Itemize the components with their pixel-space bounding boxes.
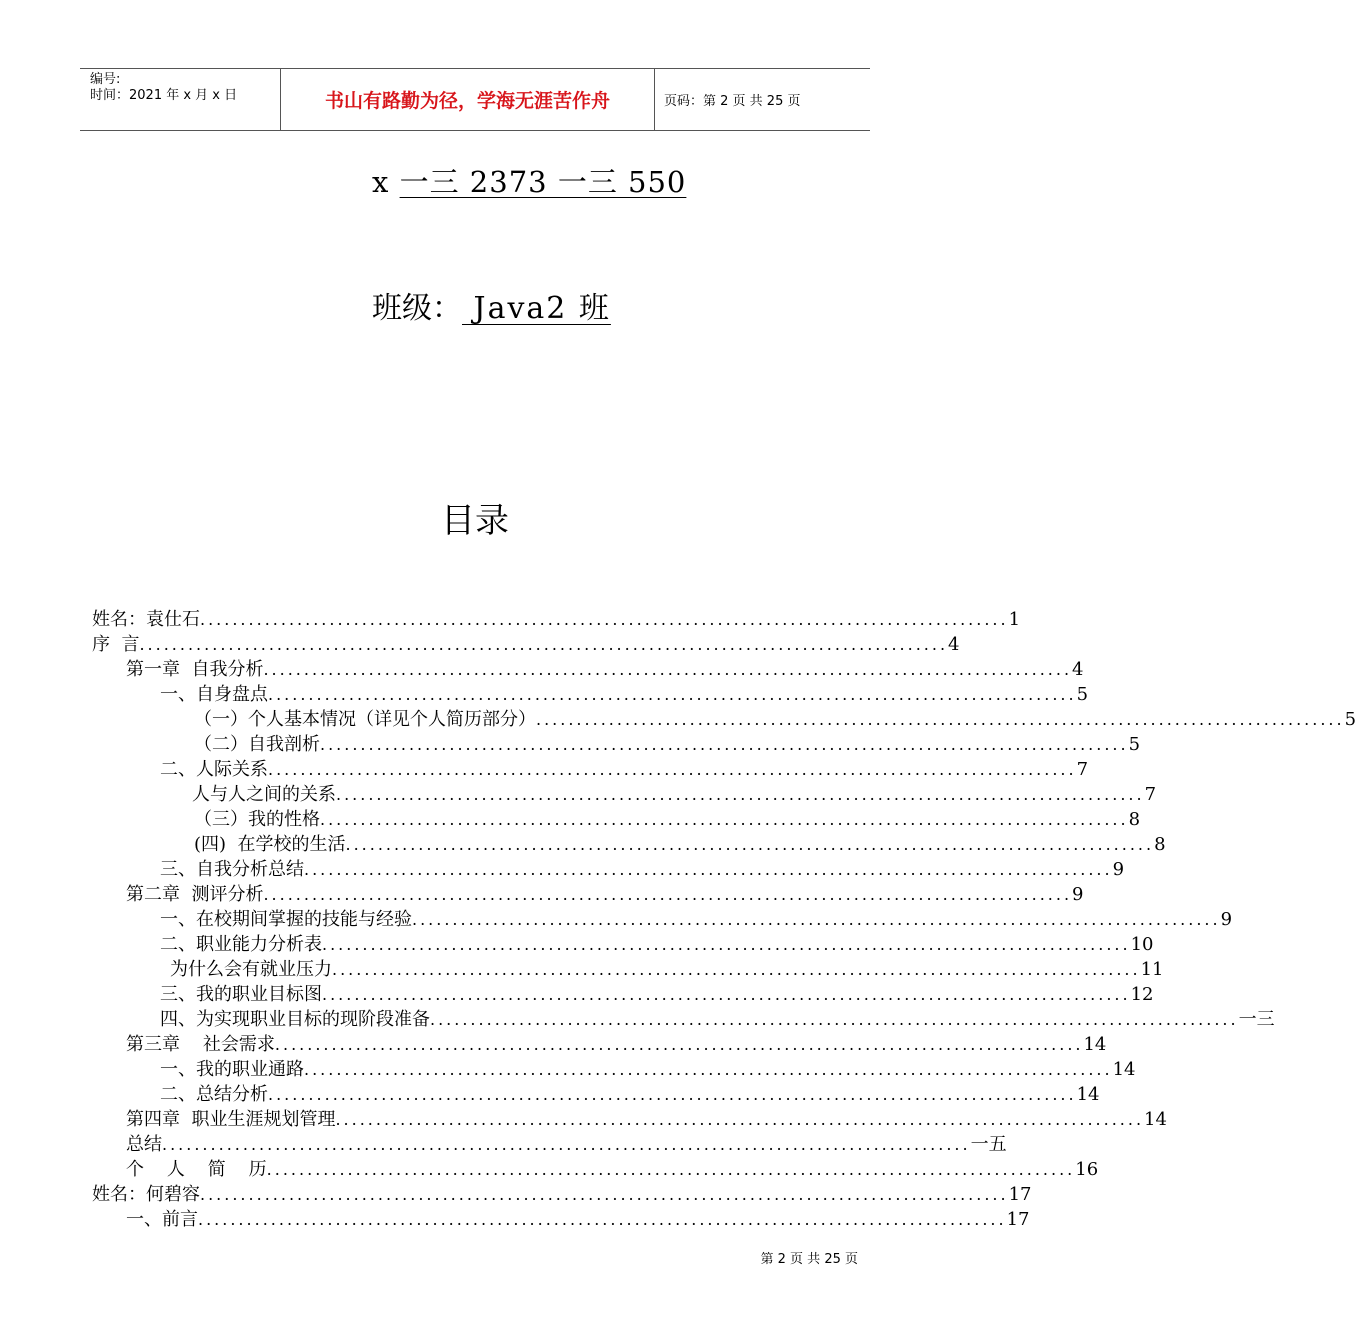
toc-entry-page: 8 (1154, 834, 1166, 855)
toc-leader: .................................................................................................... (263, 885, 1073, 904)
toc-entry-text: 二、职业能力分析表 (160, 934, 322, 955)
toc-entry[interactable] (170, 957, 1164, 982)
toc-entry[interactable] (194, 807, 1141, 832)
toc-entry-page: 10 (1130, 934, 1154, 955)
toc-entry-page: 7 (1144, 784, 1157, 805)
toc-entry[interactable] (160, 757, 1089, 782)
toc-entry-page: 14 (1144, 1109, 1167, 1130)
toc-entry[interactable] (126, 1157, 1099, 1182)
toc-entry-page: 5 (1076, 684, 1089, 705)
toc-leader: .................................................................................................... (335, 1110, 1145, 1129)
toc-entry-page: 16 (1075, 1159, 1099, 1180)
toc-entry[interactable] (160, 907, 1233, 932)
toc-leader: .................................................................................................... (139, 635, 949, 654)
toc-entry-page: 14 (1112, 1059, 1136, 1080)
toc-entry[interactable] (160, 932, 1154, 957)
toc-entry[interactable] (126, 1207, 1030, 1232)
toc-entry[interactable] (92, 1182, 1032, 1207)
toc-entry-text: 四、为实现职业目标的现阶段准备 (160, 1009, 430, 1030)
toc-leader: .................................................................................................... (198, 1210, 1007, 1229)
toc-entry-text: 三、自我分析总结 (160, 859, 304, 880)
toc-entry-text: 一、自身盘点 (160, 684, 268, 705)
toc-entry[interactable] (160, 1007, 1275, 1032)
toc-entry-text: 序 言 (92, 634, 140, 655)
toc-entry-text: 三、我的职业目标图 (160, 984, 322, 1005)
student-id-prefix: x (372, 165, 390, 199)
toc-entry-text: （二）自我剖析 (194, 734, 320, 755)
toc-entry[interactable] (194, 707, 1356, 732)
toc-leader: .................................................................................................... (322, 985, 1131, 1004)
toc-entry[interactable] (126, 1132, 1007, 1157)
page-footer: 第 2 页 共 25 页 (760, 1252, 858, 1267)
toc-entry[interactable] (126, 657, 1084, 682)
class-label: 班级： (372, 291, 462, 326)
toc-entry[interactable] (160, 1057, 1136, 1082)
toc-entry[interactable] (92, 607, 1021, 632)
toc-entry-text: 个 人 简 历 (126, 1159, 267, 1180)
toc-entry-page: 7 (1076, 759, 1089, 780)
toc-leader: .................................................................................................... (322, 935, 1131, 954)
toc-entry[interactable] (194, 732, 1141, 757)
toc-leader: .................................................................................................... (336, 785, 1145, 804)
student-id-value: 一三 2373 一三 550 (399, 165, 687, 199)
student-id-line (372, 160, 686, 201)
toc-entry-text: 第二章 测评分析 (126, 884, 264, 905)
toc-entry-page: 4 (1072, 659, 1084, 680)
toc-entry-page: 一五 (970, 1134, 1007, 1155)
toc-entry-text: 姓名：何碧容 (92, 1184, 200, 1205)
toc-entry[interactable] (92, 632, 960, 657)
toc-entry-page: 5 (1344, 709, 1356, 730)
toc-entry-text: 二、总结分析 (160, 1084, 268, 1105)
toc-entry-text: 一、在校期间掌握的技能与经验 (160, 909, 412, 930)
toc-leader: .................................................................................................... (274, 1035, 1084, 1054)
toc-entry-text: （一）个人基本情况（详见个人简历部分） (194, 709, 536, 730)
toc-entry-text: 为什么会有就业压力 (170, 959, 332, 980)
toc-leader: .................................................................................................... (430, 1010, 1239, 1029)
toc-leader: .................................................................................................... (266, 1160, 1076, 1179)
header-meta (80, 69, 281, 130)
toc-entry[interactable] (160, 1082, 1100, 1107)
toc-entry-page: 9 (1220, 909, 1233, 930)
toc-entry-text: 一、我的职业通路 (160, 1059, 304, 1080)
toc-leader: .................................................................................................... (162, 1135, 971, 1154)
toc-entry[interactable] (192, 782, 1157, 807)
toc-leader: .................................................................................................... (268, 1085, 1077, 1104)
toc-entry-text: 总结 (126, 1134, 162, 1155)
toc-entry-text: 二、人际关系 (160, 759, 268, 780)
toc-leader: .................................................................................................... (412, 910, 1221, 929)
toc-entry-text: 第三章 社会需求 (126, 1034, 275, 1055)
toc-entry-page: 1 (1008, 609, 1021, 630)
toc-leader: .................................................................................................... (304, 860, 1113, 879)
toc-entry[interactable] (194, 832, 1166, 857)
header-motto: 书山有路勤为径，学海无涯苦作舟 (281, 69, 655, 130)
toc-entry[interactable] (160, 682, 1089, 707)
toc-leader: .................................................................................................... (263, 660, 1073, 679)
toc-entry-page: 17 (1006, 1209, 1030, 1230)
toc-entry[interactable] (160, 982, 1154, 1007)
header-page-info: 页码：第 2 页 共 25 页 (664, 94, 801, 109)
toc-leader: .................................................................................................... (268, 685, 1077, 704)
toc-entry-page: 12 (1130, 984, 1154, 1005)
date-label: 时间：2021 年 x 月 x 日 (90, 88, 238, 103)
toc-entry-page: 4 (948, 634, 960, 655)
class-value: Java2 班 (462, 291, 611, 326)
toc-entry-page: 5 (1128, 734, 1141, 755)
toc-entry-text: (四) 在学校的生活 (194, 834, 346, 855)
toc-entry-text: 人与人之间的关系 (192, 784, 336, 805)
toc-entry[interactable] (160, 857, 1125, 882)
toc-entry[interactable] (126, 882, 1084, 907)
toc-leader: .................................................................................................... (268, 760, 1077, 779)
toc-entry-text: 一、前言 (126, 1209, 198, 1230)
toc-entry-page: 9 (1112, 859, 1125, 880)
toc-leader: .................................................................................................... (320, 810, 1129, 829)
toc-entry-text: 第一章 自我分析 (126, 659, 264, 680)
toc-title: 目录 (441, 501, 509, 541)
toc-entry-page: 14 (1076, 1084, 1100, 1105)
toc-leader: .................................................................................................... (345, 835, 1155, 854)
toc-entry-page: 14 (1083, 1034, 1107, 1055)
toc-leader: .................................................................................................... (200, 610, 1009, 629)
toc-entry-page: 8 (1128, 809, 1141, 830)
toc-entry-text: （三）我的性格 (194, 809, 320, 830)
toc-entry-text: 第四章 职业生涯规划管理 (126, 1109, 336, 1130)
toc-leader: .................................................................................................... (536, 710, 1345, 729)
class-line (372, 283, 611, 327)
toc-entry[interactable] (126, 1032, 1107, 1057)
page-header (80, 68, 870, 131)
toc-entry-page: 9 (1072, 884, 1084, 905)
toc-entry[interactable] (126, 1107, 1167, 1132)
toc-entry-page: 11 (1140, 959, 1164, 980)
toc-leader: .................................................................................................... (332, 960, 1141, 979)
toc-leader: .................................................................................................... (304, 1060, 1113, 1079)
toc-entry-page: 一三 (1238, 1009, 1275, 1030)
toc-leader: .................................................................................................... (200, 1185, 1009, 1204)
number-label: 编号: (90, 72, 121, 87)
toc-entry-text: 姓名：袁仕石 (92, 609, 200, 630)
toc-leader: .................................................................................................... (320, 735, 1129, 754)
toc-entry-page: 17 (1008, 1184, 1032, 1205)
